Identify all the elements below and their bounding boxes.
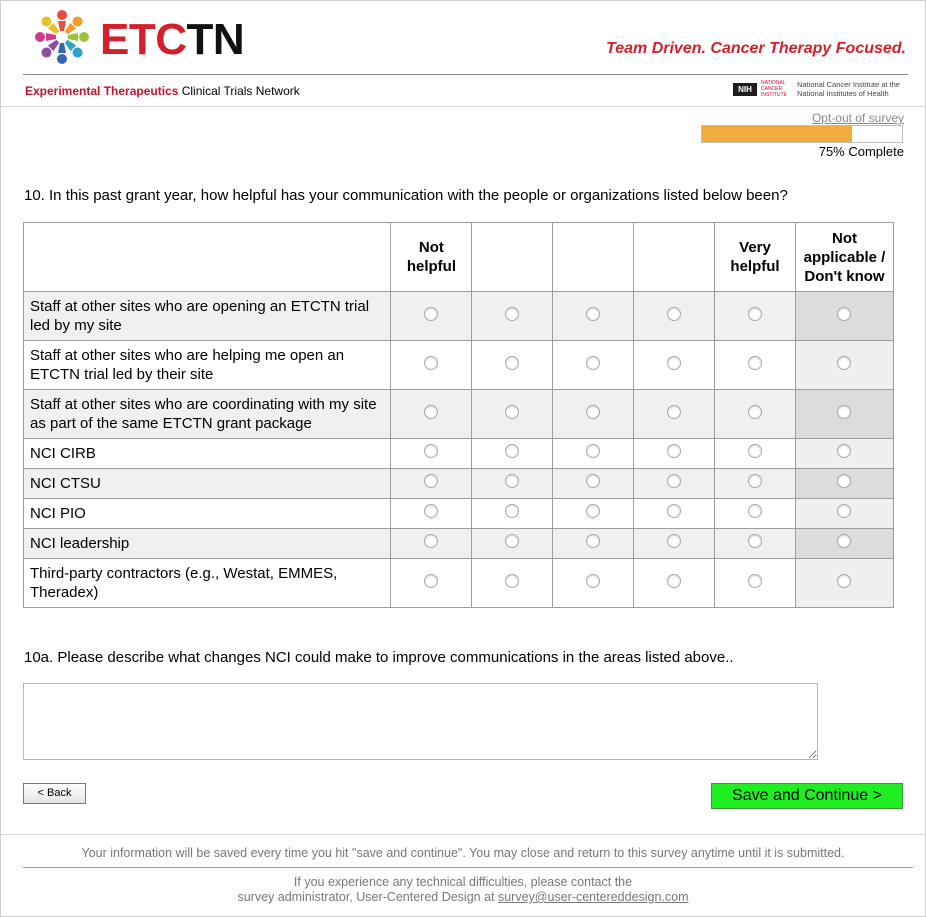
radio-button[interactable]: [586, 474, 600, 488]
header-bottom-rule: [0, 106, 926, 107]
progress-bar: [701, 125, 903, 143]
matrix-option-cell: [391, 292, 472, 341]
column-header: [472, 223, 553, 292]
radio-button[interactable]: [424, 504, 438, 518]
radio-button[interactable]: [424, 307, 438, 321]
matrix-row-label: NCI CTSU: [24, 469, 391, 499]
save-notice: Your information will be saved every time you hit "save and continue". You may close and return to this survey anytime until it is submitted.: [81, 846, 845, 860]
matrix-option-cell: [795, 499, 893, 529]
matrix-row: [24, 559, 894, 608]
radio-button[interactable]: [505, 444, 519, 458]
radio-button[interactable]: [748, 574, 762, 588]
matrix-option-cell: [795, 341, 893, 390]
radio-button[interactable]: [837, 574, 851, 588]
progress-fill: [702, 126, 852, 142]
comments-textarea[interactable]: [23, 683, 818, 760]
radio-button[interactable]: [667, 504, 681, 518]
matrix-row-label: NCI PIO: [24, 499, 391, 529]
footer-divider: [23, 867, 913, 868]
radio-button[interactable]: [424, 444, 438, 458]
radio-button[interactable]: [424, 534, 438, 548]
radio-button[interactable]: [748, 356, 762, 370]
radio-button[interactable]: [667, 474, 681, 488]
matrix-row-label: Staff at other sites who are helping me open an ETCTN trial led by their site: [24, 341, 391, 390]
question-10a-text: 10a. Please describe what changes NCI could make to improve communications in the areas listed above..: [24, 649, 734, 666]
matrix-option-cell: [391, 529, 472, 559]
radio-button[interactable]: [748, 534, 762, 548]
radio-button[interactable]: [837, 356, 851, 370]
radio-button[interactable]: [837, 534, 851, 548]
matrix-row: [24, 292, 894, 341]
radio-button[interactable]: [837, 504, 851, 518]
radio-button[interactable]: [748, 405, 762, 419]
matrix-row: [24, 341, 894, 390]
matrix-option-cell: [715, 559, 796, 608]
radio-button[interactable]: [586, 444, 600, 458]
matrix-row-label: Staff at other sites who are coordinating with my site as part of the same ETCTN grant package: [24, 390, 391, 439]
matrix-option-cell: [715, 469, 796, 499]
matrix-option-cell: [715, 499, 796, 529]
radio-button[interactable]: [837, 474, 851, 488]
save-and-continue-button[interactable]: Save and Continue >: [711, 783, 903, 809]
support-email-link[interactable]: survey@user-centereddesign.com: [497, 890, 689, 904]
radio-button[interactable]: [667, 444, 681, 458]
tagline: Team Driven. Cancer Therapy Focused.: [606, 40, 906, 57]
matrix-option-cell: [553, 341, 634, 390]
matrix-option-cell: [472, 559, 553, 608]
radio-button[interactable]: [586, 504, 600, 518]
matrix-option-cell: [715, 341, 796, 390]
radio-button[interactable]: [505, 474, 519, 488]
matrix-row-label: NCI CIRB: [24, 439, 391, 469]
radio-button[interactable]: [586, 574, 600, 588]
matrix-option-cell: [634, 559, 715, 608]
matrix-row: [24, 529, 894, 559]
radio-button[interactable]: [424, 356, 438, 370]
radio-button[interactable]: [586, 356, 600, 370]
question-10-matrix: [23, 222, 894, 608]
matrix-option-cell: [634, 390, 715, 439]
radio-button[interactable]: [505, 307, 519, 321]
network-subtitle: Experimental Therapeutics Clinical Trials Network: [25, 84, 300, 98]
matrix-option-cell: [472, 439, 553, 469]
column-header: Very helpful: [715, 223, 796, 292]
matrix-option-cell: [391, 439, 472, 469]
matrix-option-cell: [391, 499, 472, 529]
matrix-option-cell: [634, 529, 715, 559]
radio-button[interactable]: [505, 356, 519, 370]
nih-badge: NIH: [733, 83, 757, 96]
radio-button[interactable]: [586, 307, 600, 321]
matrix-option-cell: [634, 499, 715, 529]
matrix-option-cell: [472, 390, 553, 439]
matrix-option-cell: [553, 390, 634, 439]
matrix-row: [24, 499, 894, 529]
matrix-option-cell: [391, 469, 472, 499]
people-circle-logo-icon: [30, 6, 94, 68]
radio-button[interactable]: [748, 444, 762, 458]
matrix-row-label: NCI leadership: [24, 529, 391, 559]
matrix-option-cell: [795, 390, 893, 439]
matrix-option-cell: [715, 390, 796, 439]
radio-button[interactable]: [505, 534, 519, 548]
radio-button[interactable]: [837, 307, 851, 321]
column-header: Not helpful: [391, 223, 472, 292]
matrix-option-cell: [391, 390, 472, 439]
matrix-option-cell: [391, 559, 472, 608]
matrix-option-cell: [634, 439, 715, 469]
matrix-corner-cell: [24, 223, 391, 292]
radio-button[interactable]: [667, 356, 681, 370]
support-line-2: [0, 890, 926, 905]
opt-out-link[interactable]: Opt-out of survey: [811, 111, 904, 125]
support-contact: [0, 875, 926, 905]
radio-button[interactable]: [424, 474, 438, 488]
matrix-option-cell: [553, 559, 634, 608]
radio-button[interactable]: [424, 574, 438, 588]
matrix-option-cell: [553, 529, 634, 559]
radio-button[interactable]: [748, 307, 762, 321]
radio-button[interactable]: [424, 405, 438, 419]
matrix-option-cell: [553, 439, 634, 469]
column-header: Not applicable / Don't know: [795, 223, 893, 292]
matrix-option-cell: [715, 292, 796, 341]
etctn-logo: [30, 6, 280, 68]
footer-top-rule: [0, 834, 926, 835]
matrix-option-cell: [795, 529, 893, 559]
matrix-option-cell: [472, 469, 553, 499]
support-line-2-text: survey administrator, User-Centered Design at: [237, 890, 498, 904]
radio-button[interactable]: [586, 534, 600, 548]
radio-button[interactable]: [505, 504, 519, 518]
logo-wordmark: ETCTN: [100, 15, 245, 64]
matrix-option-cell: [391, 341, 472, 390]
nci-small-logo: NATIONAL CANCER INSTITUTE: [761, 80, 787, 98]
radio-button[interactable]: [667, 574, 681, 588]
matrix-row-label: Third-party contractors (e.g., Westat, EMMES, Theradex): [24, 559, 391, 608]
matrix-option-cell: [795, 559, 893, 608]
matrix-row: [24, 390, 894, 439]
matrix-row: [24, 439, 894, 469]
radio-button[interactable]: [505, 574, 519, 588]
radio-button[interactable]: [748, 504, 762, 518]
support-line-1: If you experience any technical difficulties, please contact the: [293, 875, 633, 889]
matrix-option-cell: [634, 469, 715, 499]
matrix-option-cell: [472, 292, 553, 341]
back-button[interactable]: < Back: [23, 783, 86, 804]
column-header: [553, 223, 634, 292]
matrix-row: [24, 469, 894, 499]
radio-button[interactable]: [586, 405, 600, 419]
header-divider: [23, 74, 908, 75]
radio-button[interactable]: [837, 405, 851, 419]
progress-label: 75% Complete: [818, 144, 904, 159]
matrix-option-cell: [795, 439, 893, 469]
matrix-option-cell: [472, 499, 553, 529]
matrix-option-cell: [715, 439, 796, 469]
matrix-option-cell: [634, 341, 715, 390]
radio-button[interactable]: [667, 534, 681, 548]
radio-button[interactable]: [667, 405, 681, 419]
matrix-option-cell: [472, 529, 553, 559]
matrix-row-label: Staff at other sites who are opening an ETCTN trial led by my site: [24, 292, 391, 341]
matrix-option-cell: [553, 292, 634, 341]
nih-text: National Cancer Institute at the National Institutes of Health: [797, 80, 900, 98]
matrix-option-cell: [553, 499, 634, 529]
radio-button[interactable]: [667, 307, 681, 321]
nih-nci-logo: [733, 80, 913, 100]
radio-button[interactable]: [748, 474, 762, 488]
matrix-option-cell: [795, 469, 893, 499]
matrix-option-cell: [472, 341, 553, 390]
column-header: [634, 223, 715, 292]
radio-button[interactable]: [505, 405, 519, 419]
question-10-text: 10. In this past grant year, how helpful has your communication with the people or organizations listed below been?: [24, 187, 788, 204]
matrix-option-cell: [553, 469, 634, 499]
matrix-option-cell: [795, 292, 893, 341]
matrix-option-cell: [715, 529, 796, 559]
matrix-option-cell: [634, 292, 715, 341]
radio-button[interactable]: [837, 444, 851, 458]
